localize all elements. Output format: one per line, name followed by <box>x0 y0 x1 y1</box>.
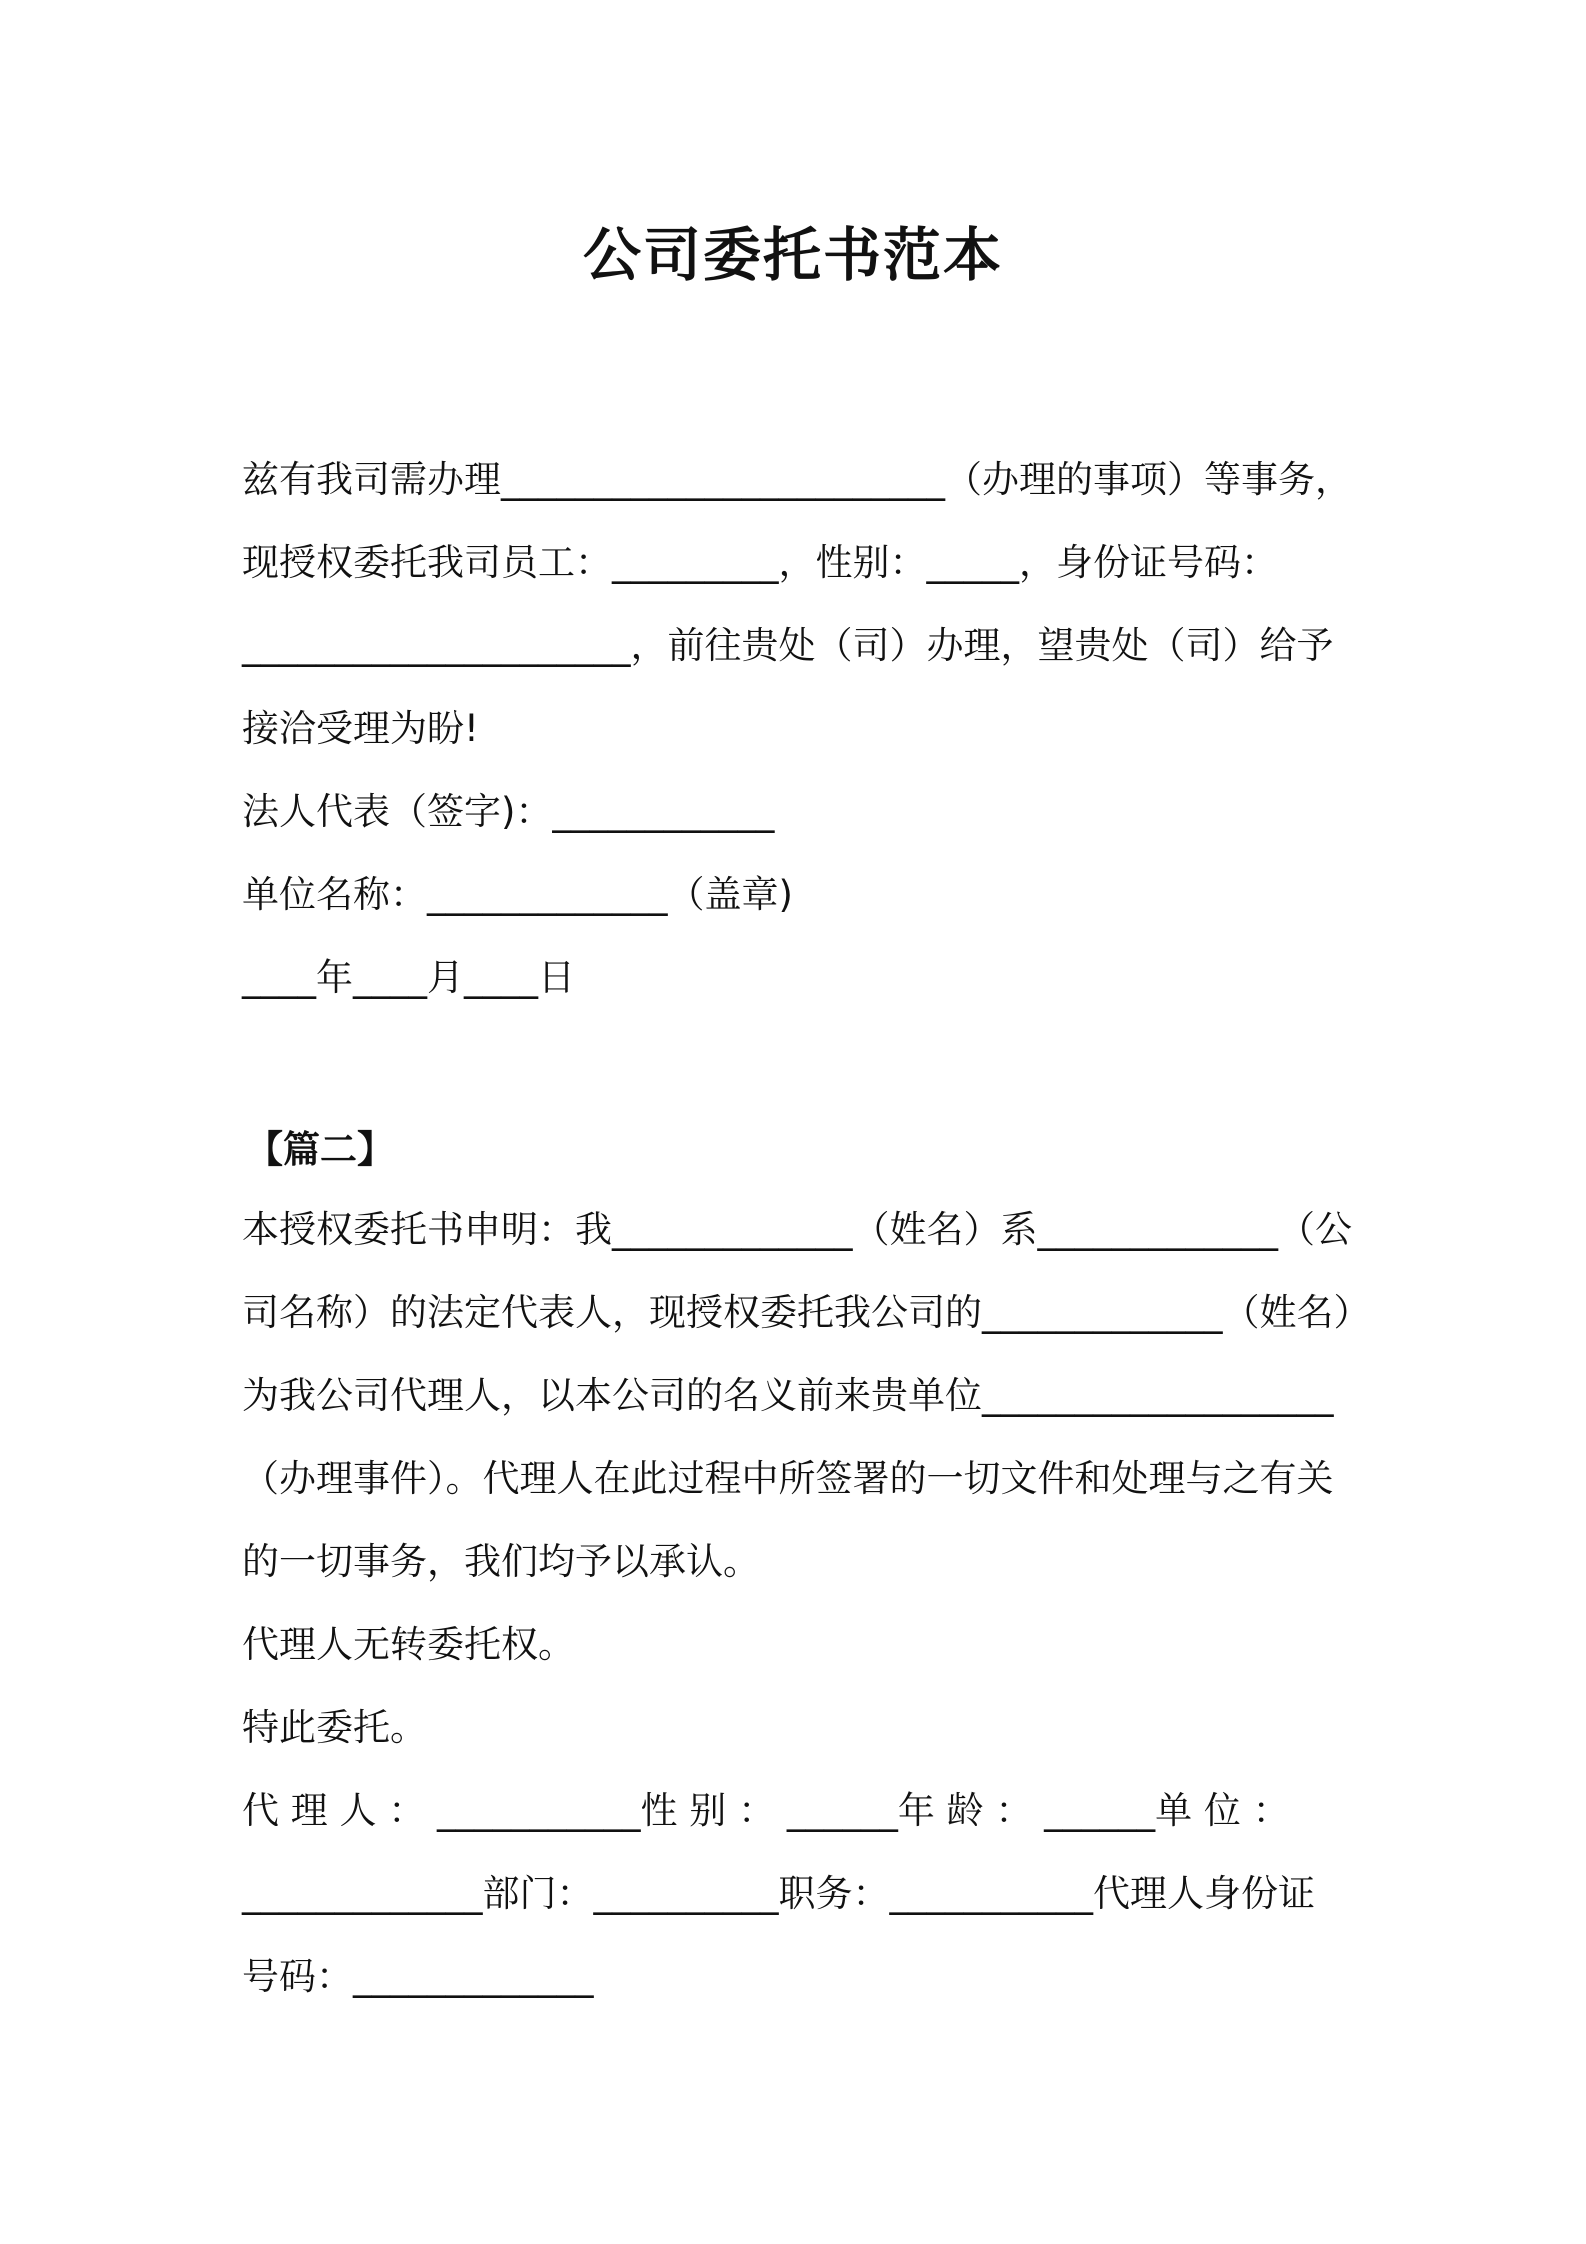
no-sub-delegation-line: 代理人无转委托权。 <box>242 1623 575 1666</box>
company-name-seal-line: 单位名称：_____________（盖章) <box>242 873 793 916</box>
agent-id-number-line: 号码：_____________ <box>242 1955 594 1998</box>
part1-line-1: 兹有我司需办理________________________（办理的事项）等事务， <box>242 458 1352 501</box>
agent-info-line-1: 代 理 人 ： ___________性 别 ： ______年 龄 ： ______单 位 ： <box>242 1789 1290 1832</box>
part1-line-3: _____________________，前往贵处（司）办理，望贵处（司）给予 <box>242 624 1334 667</box>
part2-line-4: （办理事件）。代理人在此过程中所签署的一切文件和处理与之有关 <box>242 1457 1334 1500</box>
legal-rep-signature-line: 法人代表（签字)：____________ <box>242 790 775 833</box>
agent-info-line-2: _____________部门：__________职务：___________代理人身份证 <box>242 1872 1315 1915</box>
section-heading-part2: 【篇二】 <box>246 1128 394 1171</box>
part1-line-2: 现授权委托我司员工：_________，性别：_____，身份证号码： <box>242 541 1278 584</box>
part1-line-4: 接洽受理为盼! <box>242 707 479 750</box>
part2-line-3: 为我公司代理人，以本公司的名义前来贵单位___________________ <box>242 1374 1334 1417</box>
part2-line-5: 的一切事务，我们均予以承认。 <box>242 1540 760 1583</box>
part2-line-2: 司名称）的法定代表人，现授权委托我公司的_____________（姓名） <box>242 1291 1371 1334</box>
hereby-entrust-line: 特此委托。 <box>242 1706 427 1749</box>
date-line: ____年____月____日 <box>242 956 575 999</box>
document-title: 公司委托书范本 <box>582 221 1003 289</box>
part2-line-1: 本授权委托书申明：我_____________（姓名）系_____________（公 <box>242 1208 1352 1251</box>
